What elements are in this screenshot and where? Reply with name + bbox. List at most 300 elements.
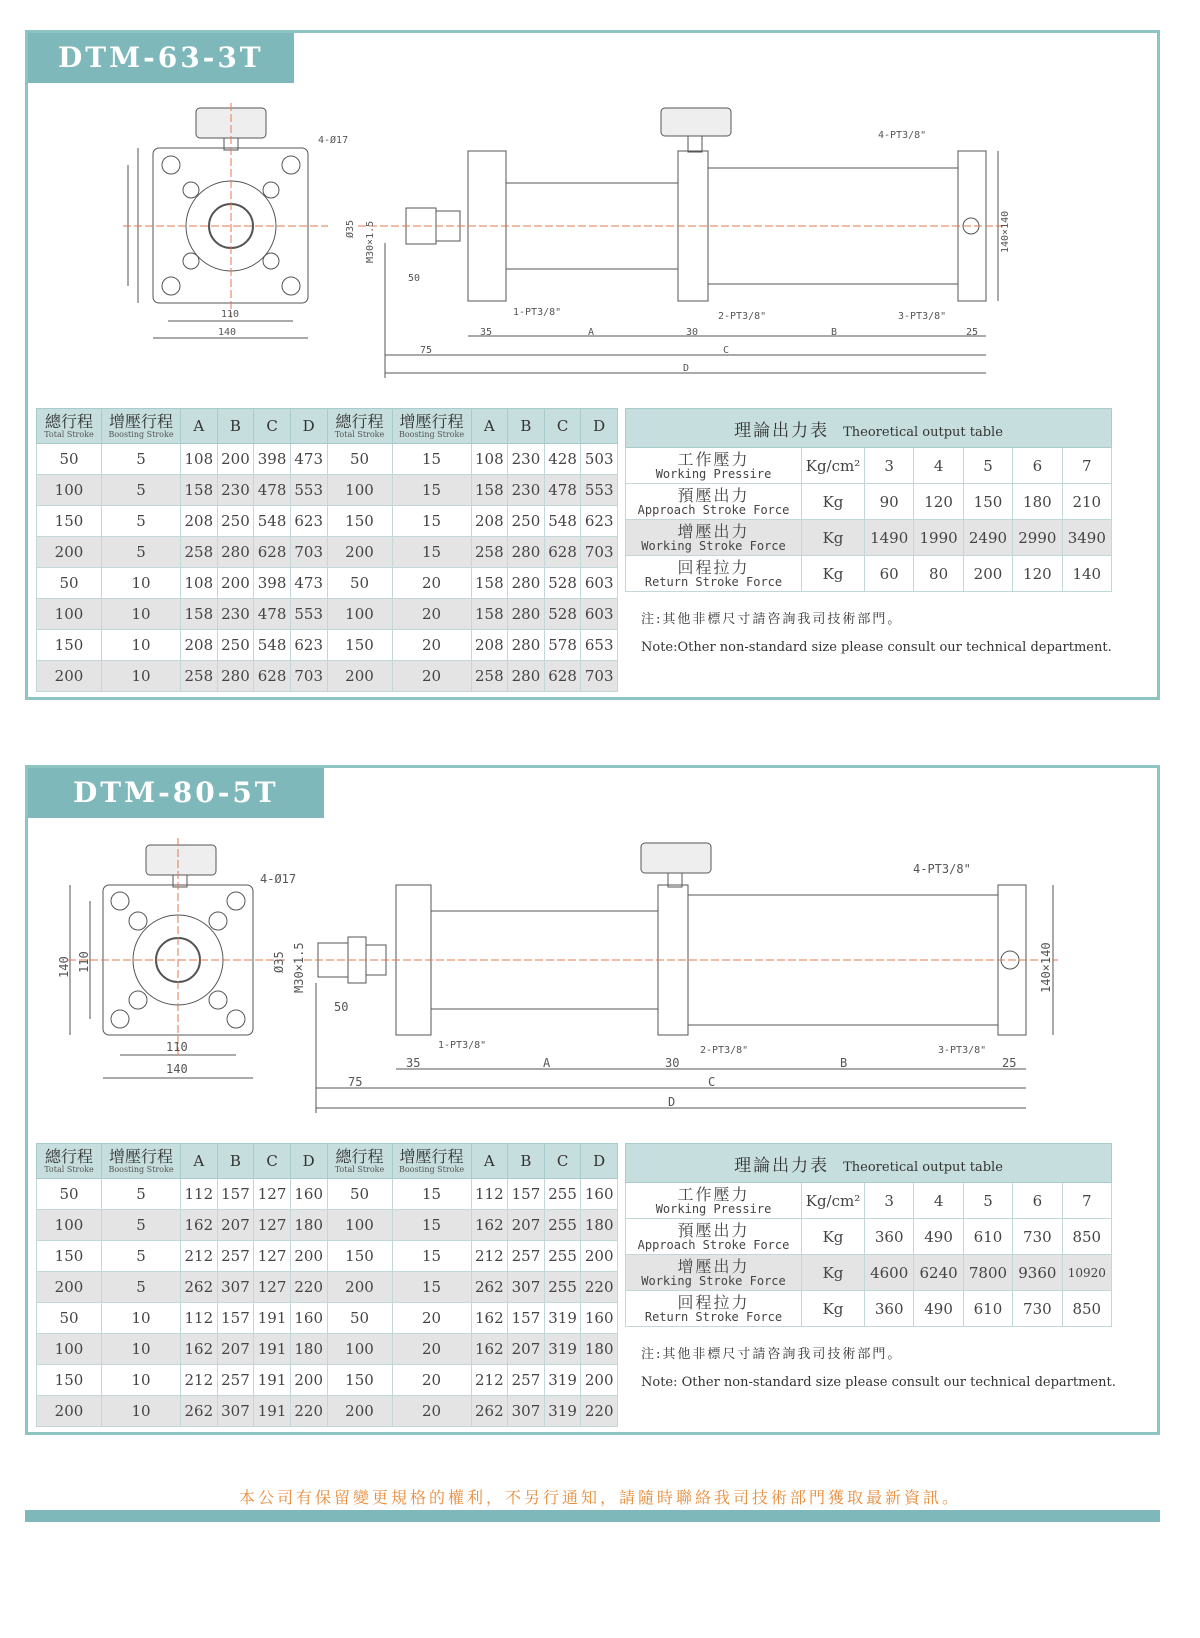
table-cell: 191	[254, 1365, 291, 1396]
table-cell: 50	[37, 444, 102, 475]
output-row	[626, 1291, 1112, 1327]
dim-phi35: Ø35	[272, 951, 286, 973]
table-cell: 257	[508, 1365, 545, 1396]
table-cell: 158	[471, 568, 508, 599]
table-cell: 5	[102, 1241, 181, 1272]
port2-label: 2-PT3/8"	[718, 311, 767, 322]
table-cell: 10	[102, 1365, 181, 1396]
col-b: B	[508, 1144, 545, 1179]
output-row	[626, 1255, 1112, 1291]
table-cell: 20	[392, 599, 471, 630]
product-panel-dtm-63-3t	[25, 30, 1160, 700]
table-cell: 100	[327, 1334, 392, 1365]
table-cell: 50	[37, 568, 102, 599]
table-cell: 200	[327, 537, 392, 568]
dim-110: 110	[166, 1040, 188, 1054]
col-a: A	[471, 409, 508, 444]
table-cell: 280	[508, 599, 545, 630]
table-cell: 280	[508, 630, 545, 661]
table-cell: 257	[508, 1241, 545, 1272]
col-b: B	[217, 1144, 254, 1179]
note-zh: 注:其他非標尺寸請咨詢我司技術部門。	[641, 612, 903, 627]
table-cell: 553	[290, 599, 327, 630]
table-cell: 5	[102, 1272, 181, 1303]
table-cell: 473	[290, 568, 327, 599]
output-row-label: 增壓出力 Working Stroke Force	[626, 1255, 802, 1291]
dim-75: 75	[348, 1075, 363, 1089]
table-cell: 5	[102, 537, 181, 568]
table-cell: 108	[181, 568, 218, 599]
table-cell: 191	[254, 1396, 291, 1427]
total-stroke-header: 總行程 Total Stroke	[37, 1144, 102, 1179]
table-cell: 158	[181, 475, 218, 506]
table-cell: 200	[581, 1241, 618, 1272]
table-cell: 478	[254, 475, 291, 506]
output-unit: Kg	[802, 1219, 865, 1255]
table-cell: 200	[327, 1272, 392, 1303]
dim-50: 50	[408, 273, 421, 284]
output-value: 5	[963, 448, 1012, 484]
output-row-label: 預壓出力 Approach Stroke Force	[626, 1219, 802, 1255]
table-cell: 20	[392, 568, 471, 599]
table-cell: 280	[217, 537, 254, 568]
table-cell: 50	[327, 1303, 392, 1334]
table-cell: 150	[327, 1241, 392, 1272]
output-value: 150	[963, 484, 1012, 520]
output-value: 2990	[1013, 520, 1062, 556]
table-cell: 553	[581, 475, 618, 506]
table-cell: 319	[544, 1396, 581, 1427]
output-value: 9360	[1013, 1255, 1062, 1291]
output-row	[626, 448, 1112, 484]
table-cell: 158	[181, 599, 218, 630]
table-cell: 127	[254, 1210, 291, 1241]
table-cell: 5	[102, 1179, 181, 1210]
table-cell: 208	[471, 630, 508, 661]
output-value: 610	[963, 1291, 1012, 1327]
output-row-label: 工作壓力 Working Pressire	[626, 448, 802, 484]
dim-140: 140	[218, 327, 237, 338]
table-cell: 262	[471, 1272, 508, 1303]
table-cell: 200	[290, 1241, 327, 1272]
output-value: 80	[914, 556, 963, 592]
table-cell: 307	[217, 1272, 254, 1303]
table-cell: 208	[181, 630, 218, 661]
table-cell: 200	[290, 1365, 327, 1396]
output-value: 4	[914, 1183, 963, 1219]
table-cell: 160	[290, 1179, 327, 1210]
table-cell: 280	[508, 661, 545, 692]
col-b: B	[508, 409, 545, 444]
table-cell: 127	[254, 1241, 291, 1272]
table-cell: 319	[544, 1365, 581, 1396]
table-cell: 5	[102, 1210, 181, 1241]
output-row-label: 工作壓力 Working Pressire	[626, 1183, 802, 1219]
table-row	[37, 1210, 618, 1241]
output-unit: Kg	[802, 1255, 865, 1291]
table-cell: 112	[471, 1179, 508, 1210]
table-cell: 50	[37, 1179, 102, 1210]
table-row	[37, 661, 618, 692]
table-cell: 220	[581, 1396, 618, 1427]
output-unit: Kg/cm²	[802, 1183, 865, 1219]
output-row	[626, 1183, 1112, 1219]
dim-35: 35	[406, 1056, 421, 1070]
table-cell: 398	[254, 444, 291, 475]
table-cell: 15	[392, 1179, 471, 1210]
output-unit: Kg	[802, 520, 865, 556]
dim-phi35: Ø35	[345, 219, 356, 238]
port3-label: 3-PT3/8"	[938, 1045, 987, 1056]
table-cell: 20	[392, 1365, 471, 1396]
table-row	[37, 475, 618, 506]
output-row-label: 預壓出力 Approach Stroke Force	[626, 484, 802, 520]
output-row	[626, 484, 1112, 520]
table-cell: 319	[544, 1303, 581, 1334]
table-cell: 162	[471, 1303, 508, 1334]
dim-110-vert: 110	[77, 951, 91, 973]
col-d: D	[581, 409, 618, 444]
table-cell: 703	[581, 537, 618, 568]
output-value: 850	[1062, 1291, 1111, 1327]
table-row	[37, 1272, 618, 1303]
table-cell: 703	[581, 661, 618, 692]
table-cell: 20	[392, 1396, 471, 1427]
table-cell: 478	[254, 599, 291, 630]
table-row	[37, 1334, 618, 1365]
table-row	[37, 1396, 618, 1427]
table-cell: 628	[254, 537, 291, 568]
col-a: A	[181, 409, 218, 444]
table-cell: 257	[217, 1241, 254, 1272]
table-cell: 162	[181, 1334, 218, 1365]
output-unit: Kg/cm²	[802, 448, 865, 484]
output-table	[625, 1143, 1112, 1327]
output-value: 360	[865, 1291, 914, 1327]
table-cell: 5	[102, 444, 181, 475]
output-value: 7800	[963, 1255, 1012, 1291]
table-cell: 623	[581, 506, 618, 537]
table-cell: 628	[544, 661, 581, 692]
product-panel-dtm-80-5t	[25, 765, 1160, 1435]
output-row	[626, 1219, 1112, 1255]
output-row-label: 回程拉力 Return Stroke Force	[626, 556, 802, 592]
table-cell: 553	[290, 475, 327, 506]
table-cell: 548	[254, 630, 291, 661]
col-c: C	[544, 409, 581, 444]
port1-label: 1-PT3/8"	[438, 1040, 487, 1051]
table-cell: 262	[181, 1396, 218, 1427]
table-cell: 200	[327, 1396, 392, 1427]
output-value: 3	[865, 448, 914, 484]
table-cell: 200	[37, 537, 102, 568]
table-row	[37, 537, 618, 568]
dim-110: 110	[221, 309, 240, 320]
table-cell: 10	[102, 1396, 181, 1427]
bottom-bar	[25, 1510, 1160, 1522]
output-value: 730	[1013, 1219, 1062, 1255]
label-c: C	[708, 1075, 716, 1089]
table-cell: 150	[37, 1365, 102, 1396]
dim-75: 75	[420, 345, 433, 356]
dim-25: 25	[966, 327, 979, 338]
output-value: 730	[1013, 1291, 1062, 1327]
table-cell: 212	[471, 1365, 508, 1396]
table-cell: 108	[471, 444, 508, 475]
table-row	[37, 568, 618, 599]
table-cell: 200	[217, 444, 254, 475]
col-a: A	[471, 1144, 508, 1179]
output-unit: Kg	[802, 484, 865, 520]
table-cell: 108	[181, 444, 218, 475]
holes-label: 4-Ø17	[260, 872, 297, 886]
table-cell: 230	[217, 475, 254, 506]
table-cell: 10	[102, 599, 181, 630]
output-value: 120	[1013, 556, 1062, 592]
table-cell: 20	[392, 661, 471, 692]
col-c: C	[544, 1144, 581, 1179]
table-row	[37, 599, 618, 630]
col-a: A	[181, 1144, 218, 1179]
table-row	[37, 506, 618, 537]
table-cell: 623	[290, 630, 327, 661]
output-value: 120	[914, 484, 963, 520]
col-d: D	[290, 1144, 327, 1179]
table-cell: 628	[544, 537, 581, 568]
output-row-label: 增壓出力 Working Stroke Force	[626, 520, 802, 556]
dimension-table	[36, 408, 618, 692]
table-cell: 653	[581, 630, 618, 661]
port2-label: 2-PT3/8"	[700, 1045, 749, 1056]
output-value: 6	[1013, 448, 1062, 484]
table-cell: 150	[37, 506, 102, 537]
output-unit: Kg	[802, 1291, 865, 1327]
dimension-table	[36, 1143, 618, 1427]
output-table-title: 理論出力表 Theoretical output table	[626, 409, 1112, 448]
ports-label: 4-PT3/8"	[878, 130, 927, 141]
output-value: 490	[914, 1291, 963, 1327]
table-cell: 50	[327, 444, 392, 475]
table-cell: 127	[254, 1272, 291, 1303]
table-cell: 200	[37, 1396, 102, 1427]
dim-30: 30	[665, 1056, 680, 1070]
table-cell: 628	[254, 661, 291, 692]
label-a: A	[543, 1056, 551, 1070]
table-cell: 220	[290, 1396, 327, 1427]
table-cell: 200	[327, 661, 392, 692]
output-value: 5	[963, 1183, 1012, 1219]
table-cell: 258	[181, 537, 218, 568]
table-cell: 257	[217, 1365, 254, 1396]
note-zh: 注:其他非標尺寸請咨詢我司技術部門。	[641, 1347, 903, 1362]
output-value: 90	[865, 484, 914, 520]
dim-140: 140	[166, 1062, 188, 1076]
output-value: 180	[1013, 484, 1062, 520]
table-cell: 258	[471, 537, 508, 568]
dim-140x140: 140×140	[1000, 210, 1011, 253]
total-stroke-header: 總行程 Total Stroke	[327, 1144, 392, 1179]
table-cell: 127	[254, 1179, 291, 1210]
table-cell: 250	[508, 506, 545, 537]
output-value: 6240	[914, 1255, 963, 1291]
table-cell: 150	[327, 506, 392, 537]
panel-title: DTM-80-5T	[28, 768, 324, 818]
table-cell: 258	[181, 661, 218, 692]
table-cell: 10	[102, 568, 181, 599]
table-cell: 162	[471, 1334, 508, 1365]
port1-label: 1-PT3/8"	[513, 307, 562, 318]
table-cell: 50	[37, 1303, 102, 1334]
dim-25: 25	[1002, 1056, 1017, 1070]
table-cell: 100	[37, 1334, 102, 1365]
dim-140x140: 140×140	[1039, 942, 1053, 993]
table-cell: 15	[392, 1241, 471, 1272]
table-row	[37, 1179, 618, 1210]
dim-m30: M30×1.5	[365, 220, 376, 263]
output-value: 2490	[963, 520, 1012, 556]
table-cell: 200	[37, 1272, 102, 1303]
col-c: C	[254, 409, 291, 444]
table-cell: 10	[102, 661, 181, 692]
table-cell: 112	[181, 1303, 218, 1334]
table-cell: 158	[471, 599, 508, 630]
output-value: 6	[1013, 1183, 1062, 1219]
table-cell: 100	[327, 599, 392, 630]
table-cell: 603	[581, 568, 618, 599]
table-cell: 212	[181, 1241, 218, 1272]
output-table-title: 理論出力表 Theoretical output table	[626, 1144, 1112, 1183]
table-cell: 20	[392, 630, 471, 661]
table-cell: 208	[471, 506, 508, 537]
table-cell: 162	[471, 1210, 508, 1241]
col-d: D	[290, 409, 327, 444]
output-table	[625, 408, 1112, 592]
dim-50: 50	[334, 1000, 349, 1014]
table-cell: 150	[327, 630, 392, 661]
table-row	[37, 444, 618, 475]
drawing-svg	[28, 833, 1158, 1123]
table-cell: 157	[217, 1179, 254, 1210]
table-cell: 15	[392, 1272, 471, 1303]
table-cell: 255	[544, 1241, 581, 1272]
table-row	[37, 1365, 618, 1396]
table-cell: 162	[181, 1210, 218, 1241]
table-cell: 258	[471, 661, 508, 692]
table-cell: 191	[254, 1334, 291, 1365]
table-cell: 158	[471, 475, 508, 506]
dim-m30: M30×1.5	[292, 942, 306, 993]
table-cell: 548	[544, 506, 581, 537]
output-value: 7	[1062, 448, 1111, 484]
table-cell: 157	[217, 1303, 254, 1334]
table-cell: 307	[508, 1396, 545, 1427]
table-cell: 180	[290, 1210, 327, 1241]
table-cell: 220	[581, 1272, 618, 1303]
table-cell: 15	[392, 475, 471, 506]
table-cell: 150	[37, 630, 102, 661]
boost-stroke-header: 增壓行程 Boosting Stroke	[102, 409, 181, 444]
note-en: Note:Other non-standard size please consult our technical department.	[641, 640, 1112, 655]
table-cell: 180	[581, 1210, 618, 1241]
label-b: B	[840, 1056, 848, 1070]
table-cell: 5	[102, 475, 181, 506]
output-value: 10920	[1062, 1255, 1111, 1291]
table-cell: 207	[217, 1210, 254, 1241]
output-value: 60	[865, 556, 914, 592]
label-c: C	[723, 345, 730, 356]
output-unit: Kg	[802, 556, 865, 592]
table-cell: 150	[327, 1365, 392, 1396]
output-value: 490	[914, 1219, 963, 1255]
table-cell: 207	[508, 1210, 545, 1241]
output-value: 1490	[865, 520, 914, 556]
col-d: D	[581, 1144, 618, 1179]
table-cell: 15	[392, 444, 471, 475]
table-cell: 428	[544, 444, 581, 475]
output-value: 3	[865, 1183, 914, 1219]
boost-stroke-header: 增壓行程 Boosting Stroke	[102, 1144, 181, 1179]
output-value: 610	[963, 1219, 1012, 1255]
table-row	[37, 1241, 618, 1272]
table-cell: 623	[290, 506, 327, 537]
technical-drawing	[28, 833, 1157, 1123]
table-cell: 207	[508, 1334, 545, 1365]
dim-35: 35	[480, 327, 493, 338]
table-cell: 200	[37, 661, 102, 692]
table-cell: 255	[544, 1210, 581, 1241]
table-cell: 230	[508, 475, 545, 506]
table-cell: 230	[217, 599, 254, 630]
table-cell: 398	[254, 568, 291, 599]
table-cell: 15	[392, 506, 471, 537]
label-d: D	[683, 363, 690, 374]
table-cell: 528	[544, 568, 581, 599]
table-cell: 15	[392, 537, 471, 568]
table-cell: 703	[290, 661, 327, 692]
output-row-label: 回程拉力 Return Stroke Force	[626, 1291, 802, 1327]
table-cell: 473	[290, 444, 327, 475]
table-cell: 250	[217, 506, 254, 537]
table-cell: 548	[254, 506, 291, 537]
table-cell: 20	[392, 1303, 471, 1334]
table-cell: 160	[581, 1303, 618, 1334]
table-cell: 319	[544, 1334, 581, 1365]
output-value: 4	[914, 448, 963, 484]
note-en: Note: Other non-standard size please consult our technical department.	[641, 1375, 1116, 1390]
table-cell: 208	[181, 506, 218, 537]
boost-stroke-header: 增壓行程 Boosting Stroke	[392, 1144, 471, 1179]
table-cell: 100	[327, 1210, 392, 1241]
table-cell: 212	[181, 1365, 218, 1396]
table-row	[37, 1303, 618, 1334]
table-cell: 15	[392, 1210, 471, 1241]
table-cell: 307	[217, 1396, 254, 1427]
dim-30: 30	[686, 327, 699, 338]
table-cell: 200	[217, 568, 254, 599]
table-cell: 157	[508, 1179, 545, 1210]
table-cell: 180	[581, 1334, 618, 1365]
table-cell: 212	[471, 1241, 508, 1272]
table-cell: 603	[581, 599, 618, 630]
table-cell: 10	[102, 630, 181, 661]
table-cell: 200	[581, 1365, 618, 1396]
table-cell: 280	[217, 661, 254, 692]
label-a: A	[588, 327, 595, 338]
table-cell: 150	[37, 1241, 102, 1272]
output-value: 3490	[1062, 520, 1111, 556]
table-row	[37, 630, 618, 661]
output-value: 7	[1062, 1183, 1111, 1219]
